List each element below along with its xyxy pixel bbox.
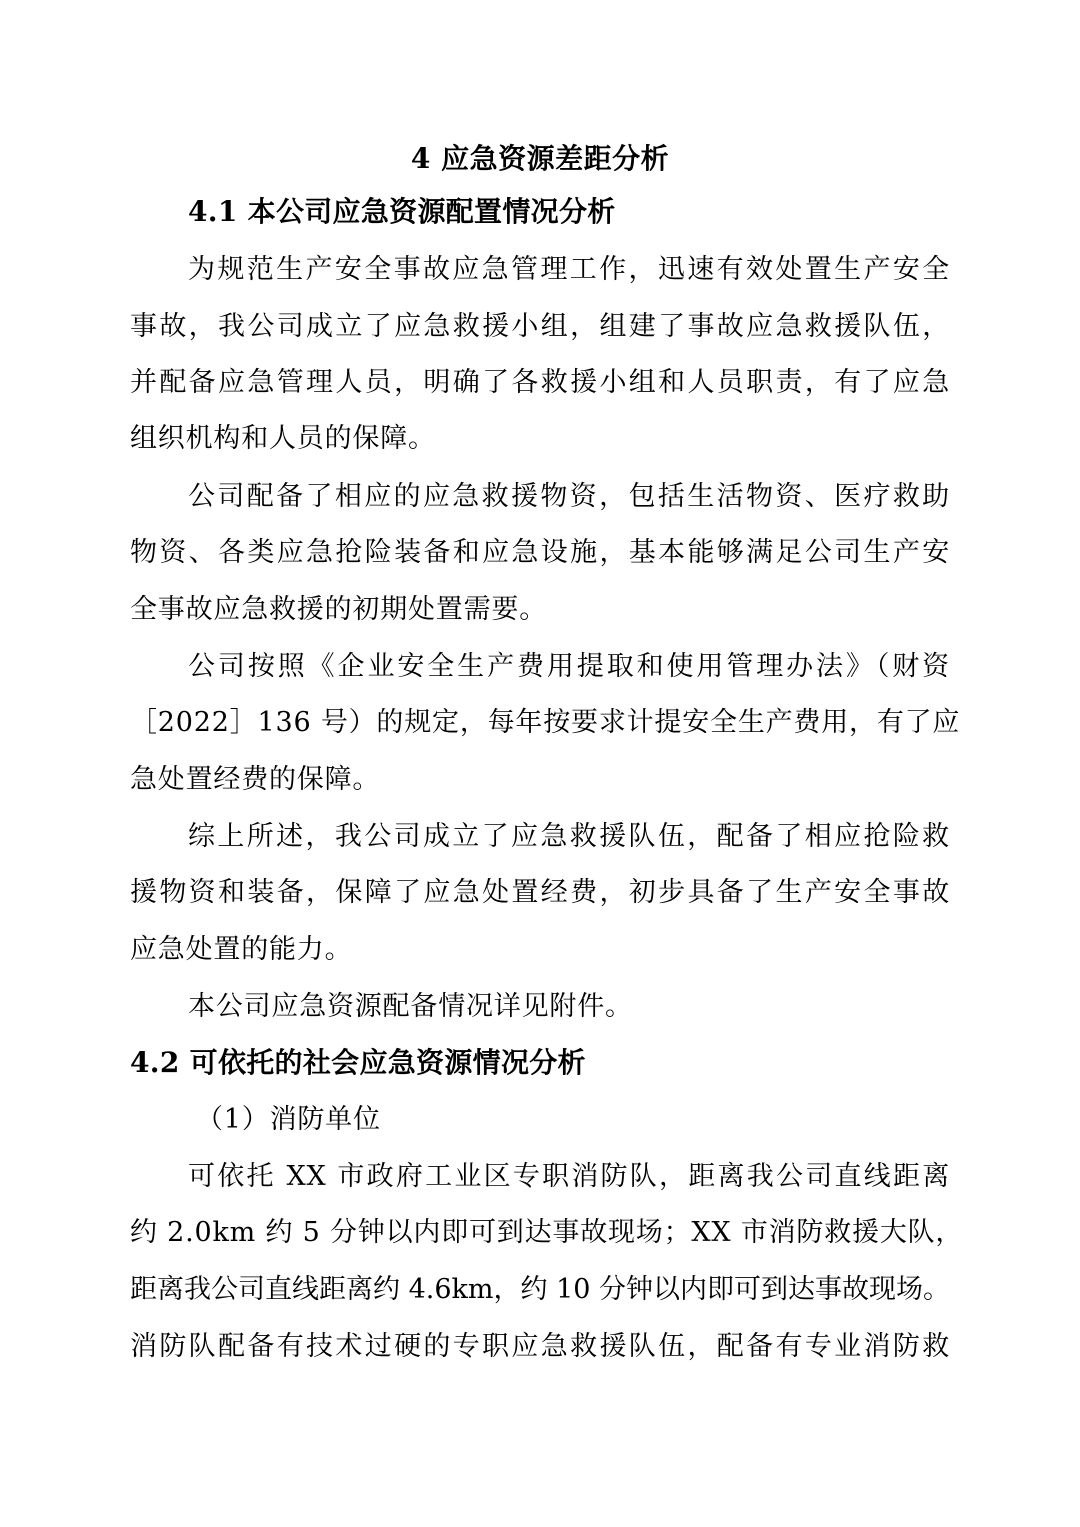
paragraph-line: 综上所述，我公司成立了应急救援队伍，配备了相应抢险救 <box>188 821 950 852</box>
paragraph-line: 公司按照《企业安全生产费用提取和使用管理办法》（财资 <box>188 651 950 682</box>
paragraph-line: 距离我公司直线距离约 4.6km，约 10 分钟以内即可到达事故现场。 <box>130 1274 951 1305</box>
paragraph-line: 本公司应急资源配备情况详见附件。 <box>188 991 633 1022</box>
paragraph-line: 事故，我公司成立了应急救援小组，组建了事故应急救援队伍， <box>130 311 950 342</box>
paragraph-line: 消防队配备有技术过硬的专职应急救援队伍，配备有专业消防救 <box>130 1331 950 1362</box>
paragraph-line: 并配备应急管理人员，明确了各救援小组和人员职责，有了应急 <box>130 367 950 398</box>
paragraph-line: 全事故应急救援的初期处置需要。 <box>130 594 547 625</box>
paragraph-line: 应急处置的能力。 <box>130 934 353 965</box>
paragraph-line: 可依托 XX 市政府工业区专职消防队，距离我公司直线距离 <box>188 1161 950 1192</box>
section-4-2-heading: 4.2 可依托的社会应急资源情况分析 <box>130 1046 586 1079</box>
paragraph-line: 公司配备了相应的应急救援物资，包括生活物资、医疗救助 <box>188 481 950 512</box>
paragraph-line: 物资、各类应急抢险装备和应急设施，基本能够满足公司生产安 <box>130 537 950 568</box>
paragraph-line: 急处置经费的保障。 <box>130 764 381 795</box>
subsection-heading: （1）消防单位 <box>196 1104 381 1135</box>
paragraph-line: 约 2.0km 约 5 分钟以内即可到达事故现场；XX 市消防救援大队， <box>130 1217 964 1248</box>
paragraph-line: ［2022］136 号）的规定，每年按要求计提安全生产费用，有了应 <box>130 707 961 738</box>
document-title: 4 应急资源差距分析 <box>410 142 670 175</box>
paragraph-line: 援物资和装备，保障了应急处置经费，初步具备了生产安全事故 <box>130 877 950 908</box>
section-4-1-heading: 4.1 本公司应急资源配置情况分析 <box>188 195 616 228</box>
paragraph-line: 组织机构和人员的保障。 <box>130 423 436 454</box>
paragraph-line: 为规范生产安全事故应急管理工作，迅速有效处置生产安全 <box>188 254 950 285</box>
